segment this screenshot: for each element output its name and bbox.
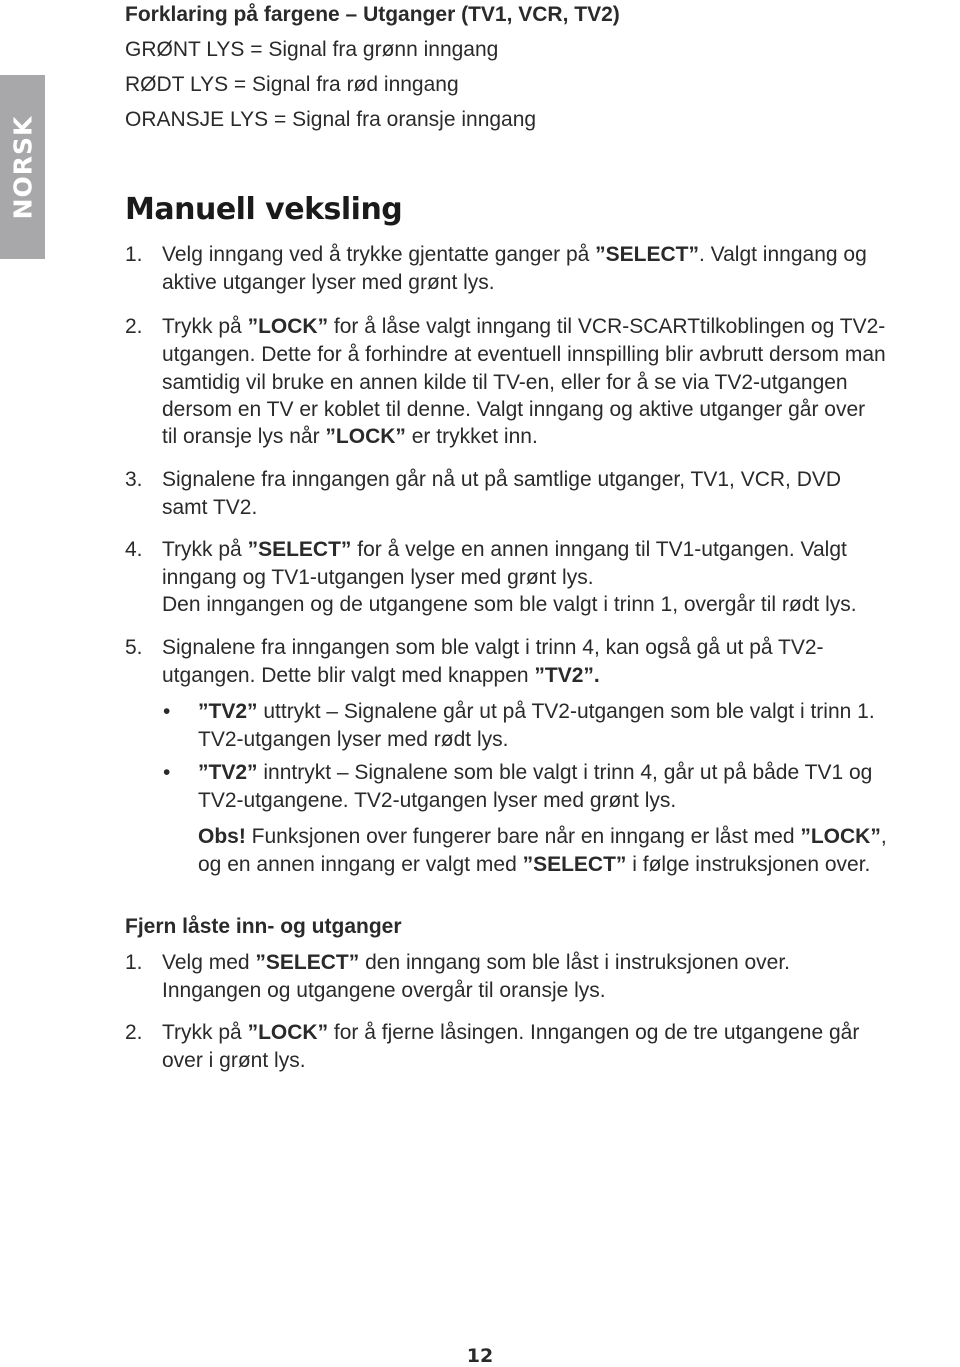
unlock-heading: Fjern låste inn- og utganger xyxy=(125,915,402,938)
item-text-line: utgangen. Dette for å forhindre at eventuell innspilling blir avbrutt dersom man xyxy=(162,343,886,366)
list-number: 2. xyxy=(125,1021,143,1044)
list-number: 3. xyxy=(125,468,143,491)
item-text-line: ”TV2” uttrykt – Signalene går ut på TV2-utgangen som ble valgt i trinn 1. xyxy=(198,700,875,723)
legend-title: Forklaring på fargene – Utganger (TV1, VCR, TV2) xyxy=(125,3,620,26)
note-line: og en annen inngang er valgt med ”SELECT” i følge instruksjonen over. xyxy=(198,853,871,876)
list-number: 5. xyxy=(125,636,143,659)
item-text-line: Trykk på ”LOCK” for å fjerne låsingen. Inngangen og de tre utgangene går xyxy=(162,1021,860,1044)
item-text-line: Velg med ”SELECT” den inngang som ble låst i instruksjonen over. xyxy=(162,951,791,974)
legend-line-green: GRØNT LYS = Signal fra grønn inngang xyxy=(125,38,499,61)
manual-heading: Manuell veksling xyxy=(125,192,403,227)
item-text-line: dersom en TV er koblet til denne. Valgt inngang og aktive utganger går over xyxy=(162,398,866,421)
item-text-line: Velg inngang ved å trykke gjentatte ganger på ”SELECT”. Valgt inngang og xyxy=(162,243,867,266)
bullet-mark: • xyxy=(163,761,171,784)
item-text-line: Trykk på ”LOCK” for å låse valgt inngang til VCR-SCARTtilkoblingen og TV2- xyxy=(162,315,886,338)
item-text-line: ”TV2” inntrykt – Signalene som ble valgt i trinn 4, går ut på både TV1 og xyxy=(198,761,873,784)
item-text-line: Trykk på ”SELECT” for å velge en annen inngang til TV1-utgangen. Valgt xyxy=(162,538,847,561)
item-text-line: aktive utganger lyser med grønt lys. xyxy=(162,271,495,294)
list-number: 4. xyxy=(125,538,143,561)
bullet-mark: • xyxy=(163,700,171,723)
page-number: 12 xyxy=(466,1345,494,1367)
item-text-line: TV2-utgangene. TV2-utgangen lyser med grønt lys. xyxy=(198,789,677,812)
item-text-line: Den inngangen og de utgangene som ble valgt i trinn 1, overgår til rødt lys. xyxy=(162,593,857,616)
legend-line-orange: ORANSJE LYS = Signal fra oransje inngang xyxy=(125,108,537,131)
note-line: Obs! Funksjonen over fungerer bare når en inngang er låst med ”LOCK”, xyxy=(198,825,887,848)
item-text-line: samtidig vil bruke en annen kilde til TV-en, eller for å se via TV2-utgangen xyxy=(162,371,848,394)
item-text-line: TV2-utgangen lyser med rødt lys. xyxy=(198,728,509,751)
item-text-line: over i grønt lys. xyxy=(162,1049,306,1072)
item-text-line: til oransje lys når ”LOCK” er trykket inn. xyxy=(162,425,538,448)
item-text-line: utgangen. Dette blir valgt med knappen ”TV2”. xyxy=(162,664,600,687)
item-text-line: inngang og TV1-utgangen lyser med grønt lys. xyxy=(162,566,594,589)
list-number: 1. xyxy=(125,951,143,974)
item-text-line: Signalene fra inngangen går nå ut på samtlige utganger, TV1, VCR, DVD xyxy=(162,468,842,491)
item-text-line: samt TV2. xyxy=(162,496,258,519)
legend-line-red: RØDT LYS = Signal fra rød inngang xyxy=(125,73,459,96)
note-label: Obs! xyxy=(198,825,246,848)
list-number: 1. xyxy=(125,243,143,266)
item-text-line: Signalene fra inngangen som ble valgt i trinn 4, kan også gå ut på TV2- xyxy=(162,636,824,659)
language-tab-label: NORSK xyxy=(8,115,37,219)
item-text-line: Inngangen og utgangene overgår til oransje lys. xyxy=(162,979,606,1002)
language-tab xyxy=(0,75,45,259)
list-number: 2. xyxy=(125,315,143,338)
